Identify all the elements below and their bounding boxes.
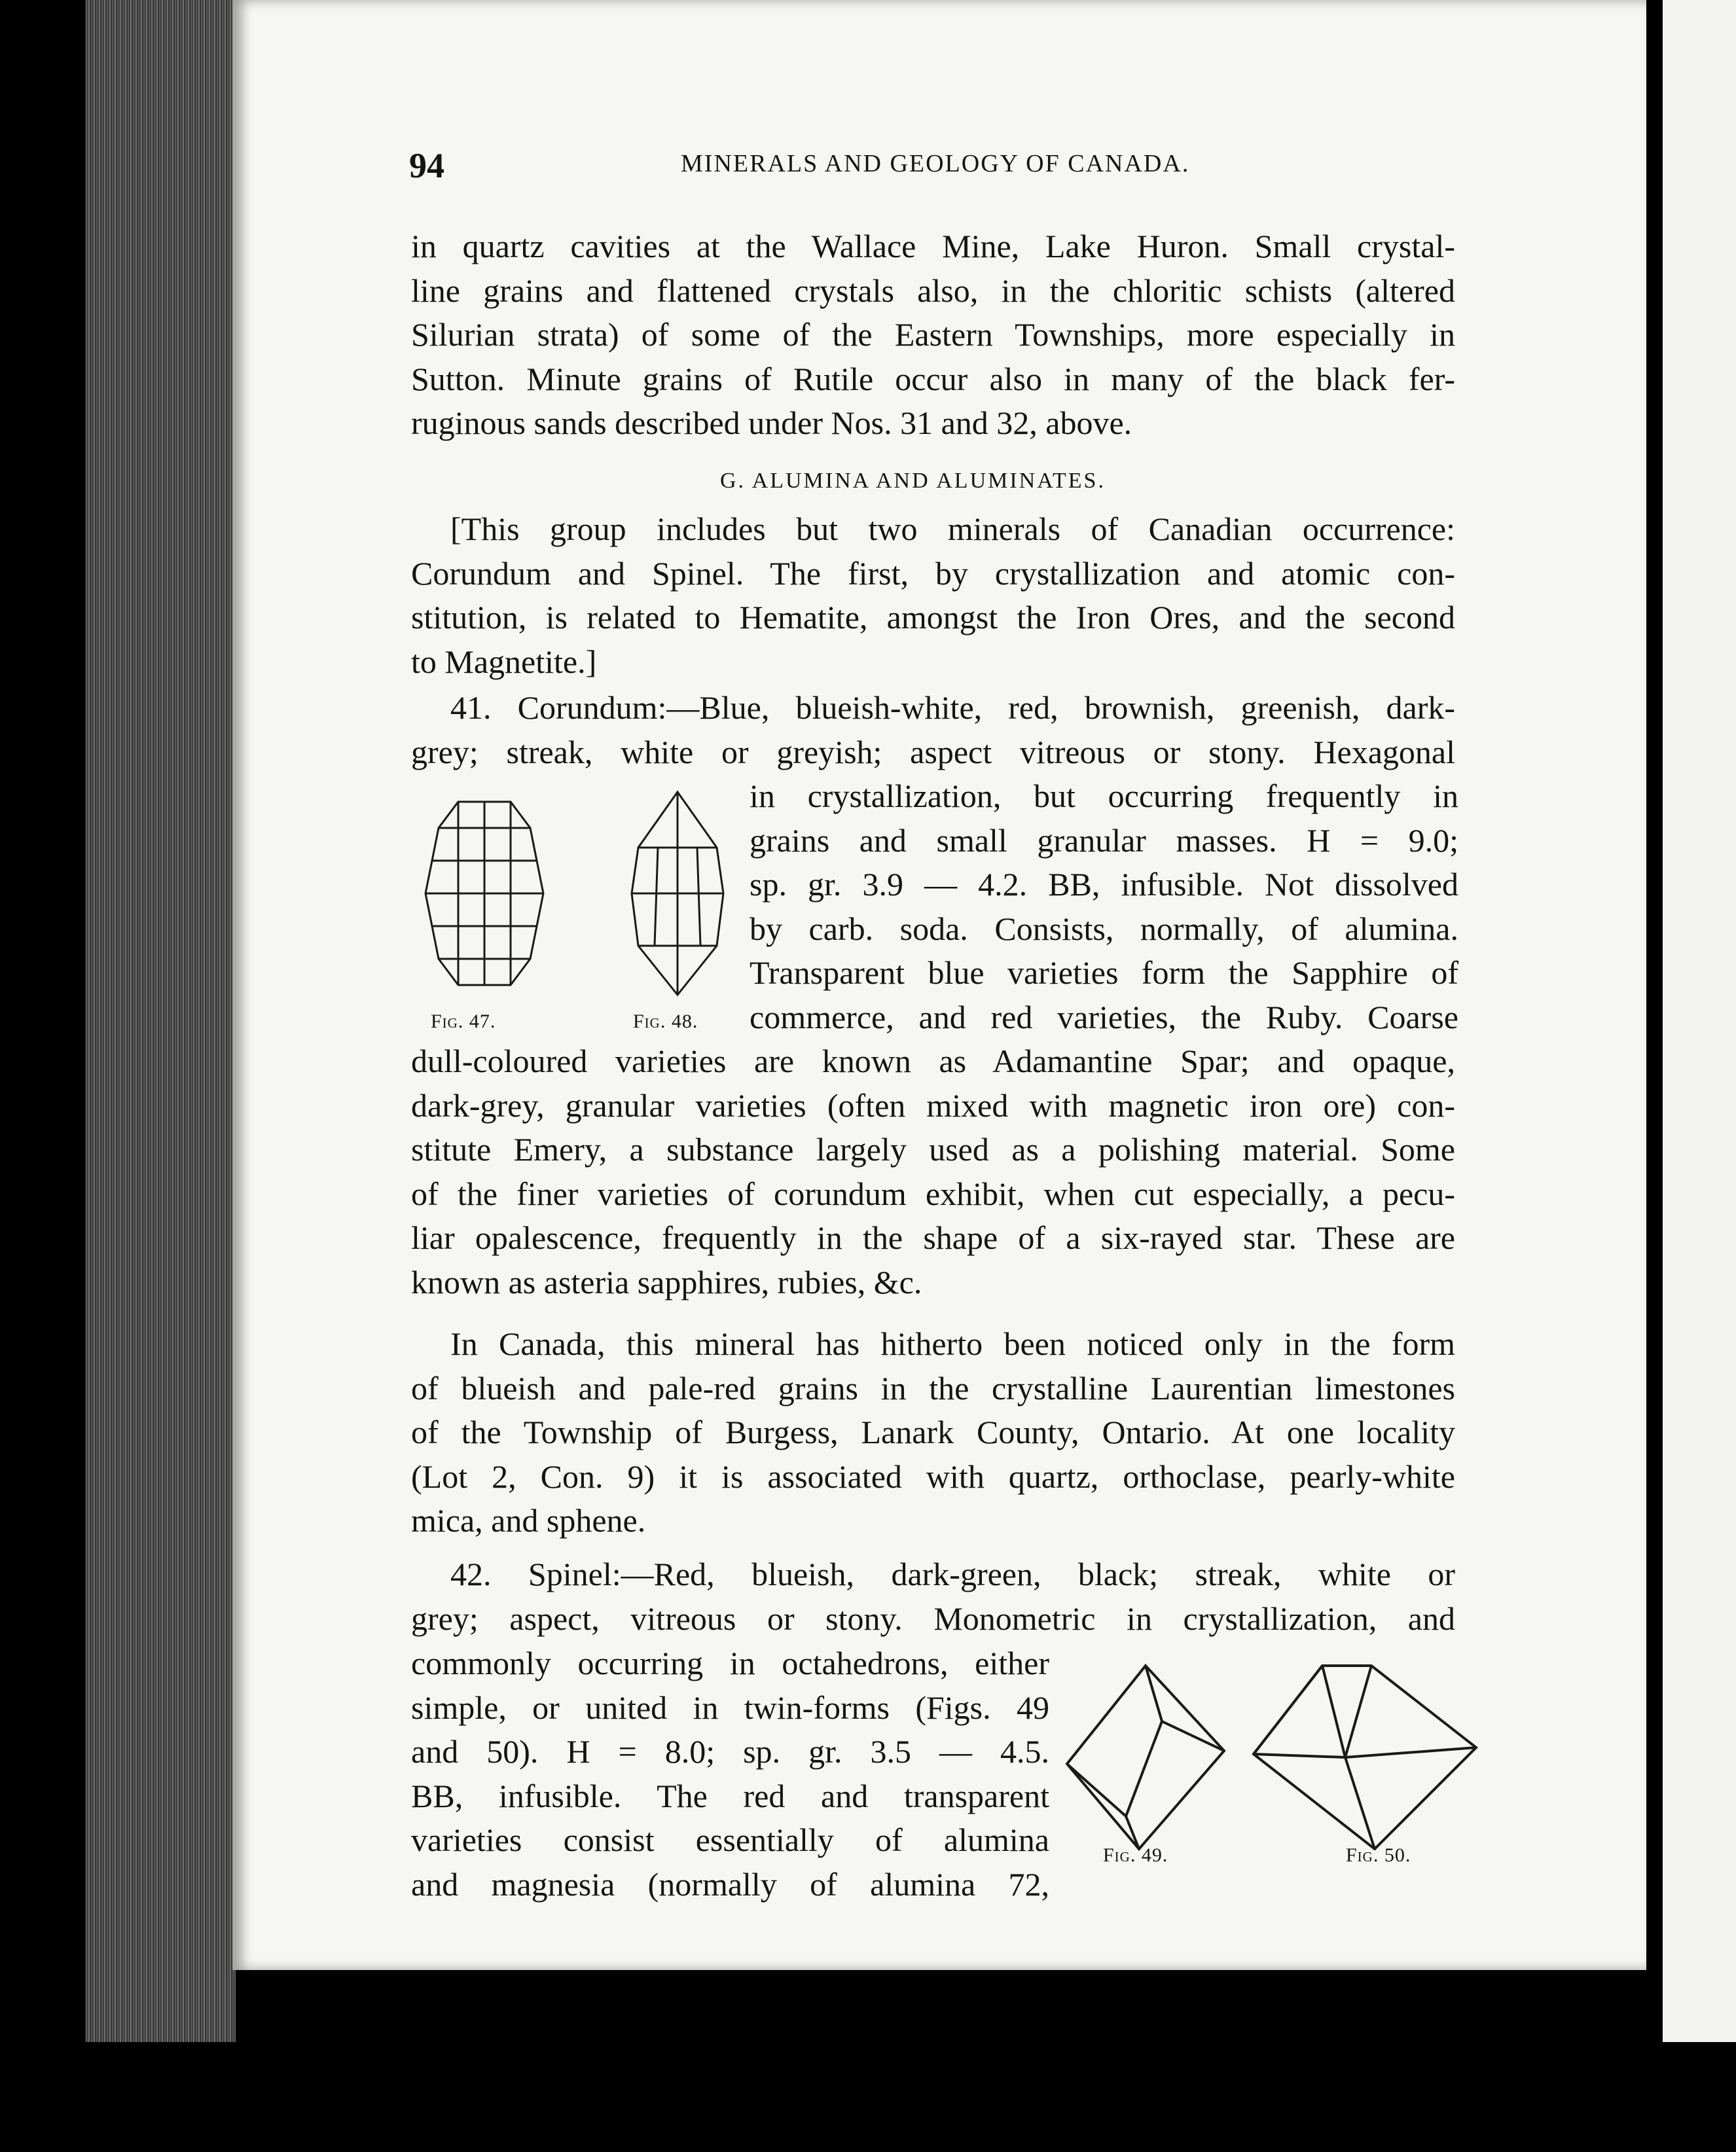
paragraph-intro	[411, 224, 1455, 446]
text-line: commonly occurring in octahedrons, either	[411, 1645, 1049, 1681]
text-line: Silurian strata) of some of the Eastern Townships, more especially in	[411, 316, 1455, 353]
text-line: Corundum and Spinel. The first, by crystallization and atomic con-	[411, 554, 1455, 592]
text-line: of the Township of Burgess, Lanark County, Ontario. At one locality	[411, 1414, 1455, 1450]
text-line: Sutton. Minute grains of Rutile occur also in many of the black fer-	[411, 360, 1455, 397]
text-line: grey; aspect, vitreous or stony. Monometric in crystallization, and	[411, 1600, 1455, 1637]
page-gutter	[1646, 0, 1663, 2042]
text-line: in quartz cavities at the Wallace Mine, Lake Huron. Small crystal-	[411, 228, 1455, 264]
text-line: to Magnetite.]	[411, 643, 597, 680]
text-line: 41. Corundum:—Blue, blueish-white, red, brownish, greenish, dark-	[450, 689, 1455, 726]
text-line: in crystallization, but occurring frequently in	[750, 778, 1458, 814]
corundum-canada-paragraph	[411, 1322, 1455, 1543]
figure-47-caption: Fig. 47.	[431, 1011, 496, 1032]
figure-49-caption: Fig. 49.	[1103, 1844, 1168, 1866]
group-note	[411, 507, 1455, 684]
text-line: BB, infusible. The red and transparent	[411, 1777, 1049, 1814]
entry-41-top	[411, 686, 1455, 774]
page-number: 94	[409, 146, 444, 185]
text-line: liar opalescence, frequently in the shape of a six-rayed star. These are	[411, 1219, 1455, 1256]
entry-42-top	[411, 1552, 1455, 1641]
text-line: stitution, is related to Hematite, amongst the Iron Ores, and the second	[411, 599, 1455, 636]
figure-47	[412, 789, 556, 998]
text-line: grey; streak, white or greyish; aspect vitreous or stony. Hexagonal	[411, 733, 1455, 770]
book-page-edges	[85, 0, 236, 2042]
text-line: (Lot 2, Con. 9) it is associated with quartz, orthoclase, pearly-white	[411, 1458, 1455, 1495]
entry-42-beside-figures	[411, 1641, 1049, 1907]
figure-50	[1247, 1659, 1489, 1856]
entry-41-beside-figures	[750, 774, 1458, 1039]
text-line: of the finer varieties of corundum exhibit, when cut especially, a pecu-	[411, 1175, 1455, 1212]
figure-48	[619, 789, 736, 998]
text-line: sp. gr. 3.9 — 4.2. BB, infusible. Not dissolved	[750, 866, 1458, 903]
text-line: 42. Spinel:—Red, blueish, dark-green, black; streak, white or	[450, 1556, 1455, 1592]
text-line: dark-grey, granular varieties (often mixed with magnetic iron ore) con-	[411, 1086, 1455, 1124]
figure-50-caption: Fig. 50.	[1346, 1844, 1411, 1866]
facing-page-edge	[1663, 0, 1736, 2042]
text-line: Transparent blue varieties form the Sapphire of	[750, 954, 1458, 991]
text-line: mica, and sphene.	[411, 1502, 646, 1539]
figure-49	[1060, 1659, 1237, 1856]
text-line: stitute Emery, a substance largely used as a polishing material. Some	[411, 1131, 1455, 1168]
text-line: and magnesia (normally of alumina 72,	[411, 1865, 1049, 1903]
text-line: by carb. soda. Consists, normally, of alumina.	[750, 910, 1458, 947]
running-head: MINERALS AND GEOLOGY OF CANADA.	[681, 150, 1190, 177]
figure-48-caption: Fig. 48.	[633, 1011, 698, 1032]
text-line: dull-coloured varieties are known as Adamantine Spar; and opaque,	[411, 1043, 1455, 1079]
text-line: ruginous sands described under Nos. 31 and 32, above.	[411, 404, 1132, 441]
text-line: and 50). H = 8.0; sp. gr. 3.5 — 4.5.	[411, 1733, 1049, 1770]
text-line: known as asteria sapphires, rubies, &c.	[411, 1263, 922, 1300]
text-line: simple, or united in twin-forms (Figs. 49	[411, 1689, 1049, 1726]
text-line: commerce, and red varieties, the Ruby. Coarse	[750, 998, 1458, 1035]
text-line: grains and small granular masses. H = 9.0;	[750, 821, 1458, 859]
section-heading: G. ALUMINA AND ALUMINATES.	[720, 469, 1106, 493]
entry-41-bottom	[411, 1039, 1455, 1304]
text-line: [This group includes but two minerals of Canadian occurrence:	[450, 511, 1455, 547]
text-line: line grains and flattened crystals also, in the chloritic schists (altered	[411, 272, 1455, 309]
text-line: In Canada, this mineral has hitherto been noticed only in the form	[450, 1325, 1455, 1362]
text-line: of blueish and pale-red grains in the crystalline Laurentian limestones	[411, 1369, 1455, 1407]
text-line: varieties consist essentially of alumina	[411, 1821, 1049, 1858]
